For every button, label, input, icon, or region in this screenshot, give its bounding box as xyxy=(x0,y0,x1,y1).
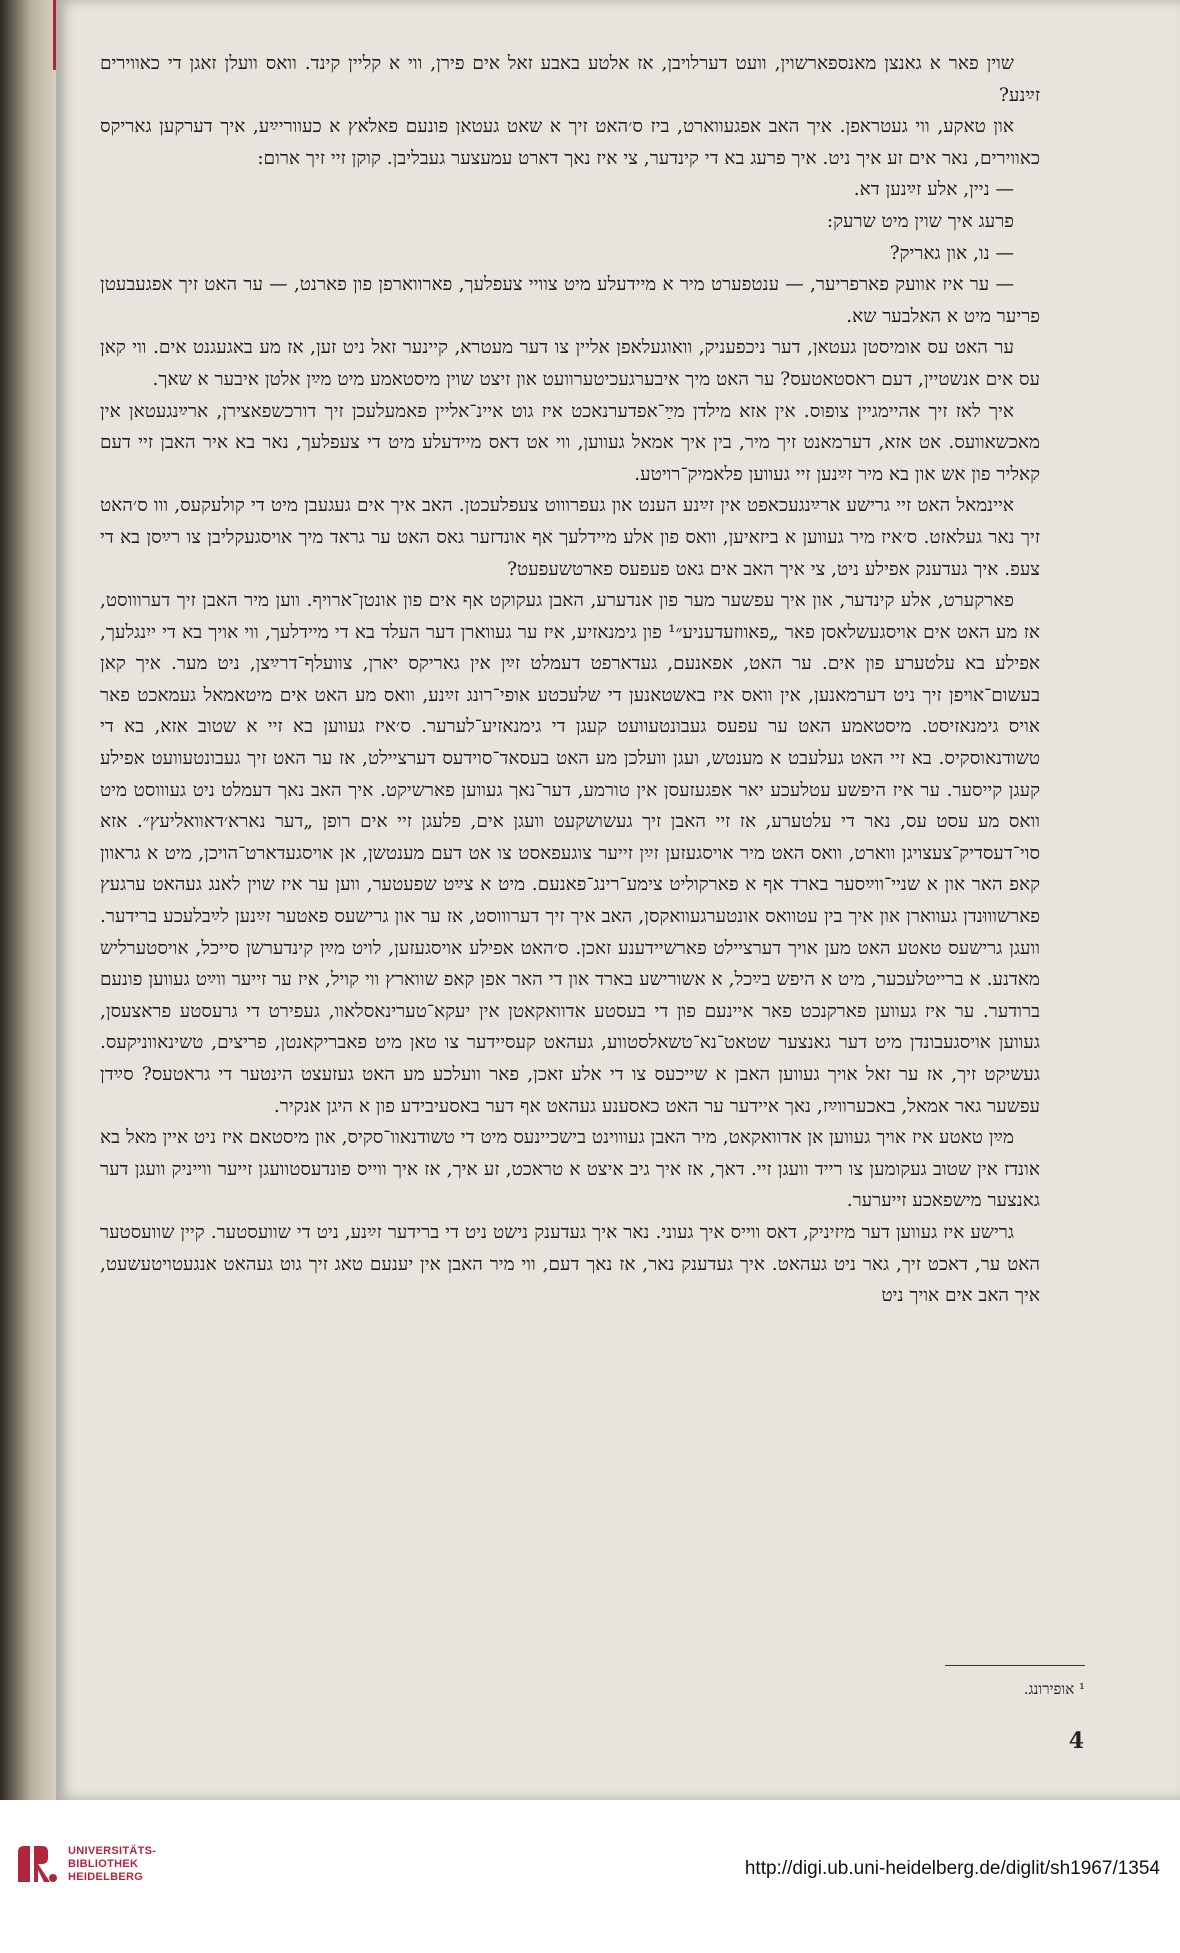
paragraph: פרעג איך שוין מיט שרעק: xyxy=(826,210,1014,232)
paragraph: און טאקע, ווי געטראפן. איך האב אפגעווארט, ביז ס׳האט זיך א שאט געטאן פונעם פאלאץ א כעווריײַע, איך דערקען גאריקס כאווירים, נאר אים זע איך ניט. איך פרעג בא די קינדער, צי איז נאך דארט עמעצער געבליבן. קוקן זיי זיך ארום: xyxy=(100,116,1040,169)
library-name-line: HEIDELBERG xyxy=(68,1870,144,1883)
page-number: 4 xyxy=(1068,1728,1084,1754)
footnote-rule xyxy=(945,1665,1085,1666)
adjacent-page-edge xyxy=(0,0,56,1800)
permalink-url[interactable]: http://digi.ub.uni-heidelberg.de/diglit/sh1967/1354 xyxy=(744,1858,1160,1879)
paragraph: — ער איז אוועק פארפריער, — ענטפערט מיר א מיידעלע מיט צוויי צעפלעך, פארווארפן פון פארנט, — ער האט זיך אפגעבעטן פריער מיט א האלבער שא. xyxy=(100,274,1040,327)
library-name-line: BIBLIOTHEK xyxy=(68,1857,139,1870)
paragraph: — ניין, אלע זײַנען דא. xyxy=(853,179,1014,201)
library-seal-icon xyxy=(10,1838,62,1890)
library-name-line: UNIVERSITÄTS- xyxy=(68,1844,157,1857)
paragraph: איך לאז זיך אהיימגיין צופוס. אין אזא מילדן מײַ־אפדערנאכט איז גוט איינ־אליין פאמעלעכן זיך דורכשפאצירן, ארײַנגעטאן אין מאכשאוועס. אט אזא, דערמאנט זיך מיר, בין איך אמאל געווען, ווי אט דאס מיידעלע מיט די צעפלעך, נאר בא איר האבן זיי דעם קאליר פון אש און בא מיר זײַנען זיי געווען פלאמיק־רויטע. xyxy=(100,400,1040,485)
library-logo[interactable] xyxy=(10,1838,156,1890)
scanned-page xyxy=(56,0,1180,1800)
paragraph: מײַן טאטע איז אויך געווען אן אדוואקאט, מיר האבן געוווינט בישכיינעס מיט די טשודנאוו־סקיס, און מיסטאם איז ניט איין מאל בא אונדז אין שטוב געקומען צו רייד וועגן זיי. דאך, אז איך גיב איצט א טראכט, זע איך, אז איך ווייס פונדעסטוועגן זייער ווייניק וועגן דער גאנצער מישפאכע זייערער. xyxy=(100,1127,1040,1212)
paragraph: ער האט עס אומיסטן געטאן, דער ניכפעניק, וואוגעלאפן אליין צו דער מעטרא, קיינער זאל ניט זען, אז מע באגעגנט אים. ווי קאן עס אים אנשטיין, דעם ראסטאטעס? ער האט מיך איבערגעכיטערוועט און זיצט שוין מיסטאמע מיט מײַן אלטן איבער א שאך. xyxy=(100,337,1040,390)
body-text xyxy=(100,48,1040,1312)
paragraph: שוין פאר א גאנצן מאנספארשוין, וועט דערלויבן, אז אלטע באבע זאל אים פירן, ווי א קליין קינד. וואס וועלן זאגן די כאווירים זײַנע? xyxy=(100,53,1040,106)
paragraph: גרישע איז געווען דער מיזיניק, דאס ווייס איך געוני. נאר איך געדענק נישט ניט די ברידער זײַנע, ניט די שוועסטער. קיין שוועסטער האט ער, דאכט זיך, גאר ניט געהאט. איך געדענק נאר, אז נאך דעם, ווי מיר האבן אין יענעם טאג זיך גוט געהאט אנגעטויטעשעט, איך האב אים אויך ניט xyxy=(100,1221,1040,1307)
library-name xyxy=(68,1845,156,1884)
viewer-footer xyxy=(0,1800,1180,1953)
footnote: ¹ אופירונג. xyxy=(1023,1680,1085,1698)
paragraph: פארקערט, אלע קינדער, און איך עפשער מער פון אנדערע, האבן געקוקט אף אים פון אונטן־ארויף. ווען מיר האבן זיך דערוווסט, אז מע האט אים אויסגעשלאסן פאר „פאווזעדעניע״¹ פון גימנאזיע, איז ער געווארן דער העלד בא די מיידלעך, ווי אויך בא די ייִנגלעך, אפילע בא עלטערע פון אים. ער האט, אפאנעם, געדארפט דעמלט זײַן אין גאריקס יארן, צוועלף־דרײַצן, ניט מער. איך קאן בעשום־אויפן זיך ניט דערמאנען, אין וואס איז באשטאנען די שלעכטע אופי־רונג זײַנע, וואס מע האט אים מיטאמאל געמאכט פאר אויס גימנאזיסט. מיסטאמע האט ער עפעס געבונטעוועט קעגן די גימנאזיע־לערער. ס׳איז געווען בא זיי א שטוב אזא, בא די טשודנאוסקיס. בא זיי האט געלעבט א מענטש, ועגן וועלכן מע האט בעסאד־סוידעס דערציילט, אז ער האט זיך געבונטעוועט אפילע קעגן קייסער. ער איז היפשע עטלעכע יאר אפגעזעסן אין טורמע, דער־נאך געווען פארשיקט. איך האב נאך דעמלט ניט געוווסט מיט וואס מע עסט עס, נאר די עלטערע, אז זיי האבן זיך געשושקעט וועגן אים, פלעגן זיי אים רופן „דער נארא׳דאוואליעץ״. אזא סוי־דעסדיק־צעצויגן ווארט, וואס האט מיר אויסגעזען זײַן זייער צוגעפאסט צו אט דעם מענטשן, אן אויסגעדארט־הויכן, מיט א גראוון קאפ האר און א שניי־ווײַסער בארד אף א פארקוליט צימע־רינג־פאנעם. מיט א צײַט שפעטער, ווען ער איז שוין לאנג געהאט ערגעץ פארשוווּנדן געווארן און איך בין עטוואס אונטערגעוואקסן, האב איך זיך דערוווסט, אז ער און גרישעס פאטער זײַנען לײַבלעכע ברידער. וועגן גרישעס טאטע האט מען אויך דערציילט פארשיידענע זאכן. ס׳האט אפילע אויסגעזען, לויט מײַן קינדערשן סייכל, אויסטערליש מאדנע. א ברייטלעכער, מיט א היפש בײַכל, א אשורישע בארד און די האר אפן קאפ שווארץ ווי קויל, איז ער זייער ווײַט געווען פונעם ברודער. ער איז געווען פארקנכט פאר איינעם פון די בעסטע אדוואקאטן אין יעקא־טערינאסלאוו, געפירט די גרעסטע פראצעסן, געווען אויסגעבונדן מיט דער גאנצער שטאט־נא־טשאלסטווע, געהאט קעסיידער צו טאן מיט פאבריקאנטן, פריצים, טשינאווניקעס. געשיקט זיך, אז ער זאל אויך געווען האבן א שייכעס צו די אלע זאכן, פאר וועלכע מע האט געזעצט הינטער די גראטעס? סײַדן עפשער גאר אמאל, באכערווײַז, נאך איידער ער האט כאסענע געהאט אף דער באסעיבידע פון א היגן אנקיר. xyxy=(100,590,1040,1117)
paragraph: — נו, און גאריק? xyxy=(889,242,1014,264)
paragraph: איינמאל האט זיי גרישע ארײַנגעכאפט אין זײַנע הענט און געפרוווט צעפלעכטן. האב איך אים געגעבן מיט די קולעקעס, ווו ס׳האט זיך נאר געלאזט. ס׳איז מיר געווען א ביזאיען, וואס פון אלע מיידלעך אף אונדזער גאס האט ער גראד מיך אויסגעקליבן צו רײַסן בא די צעפ. איך געדענק אפילע ניט, צי איך האב אים גאט פעפעס פארטשעפעט? xyxy=(100,495,1040,580)
